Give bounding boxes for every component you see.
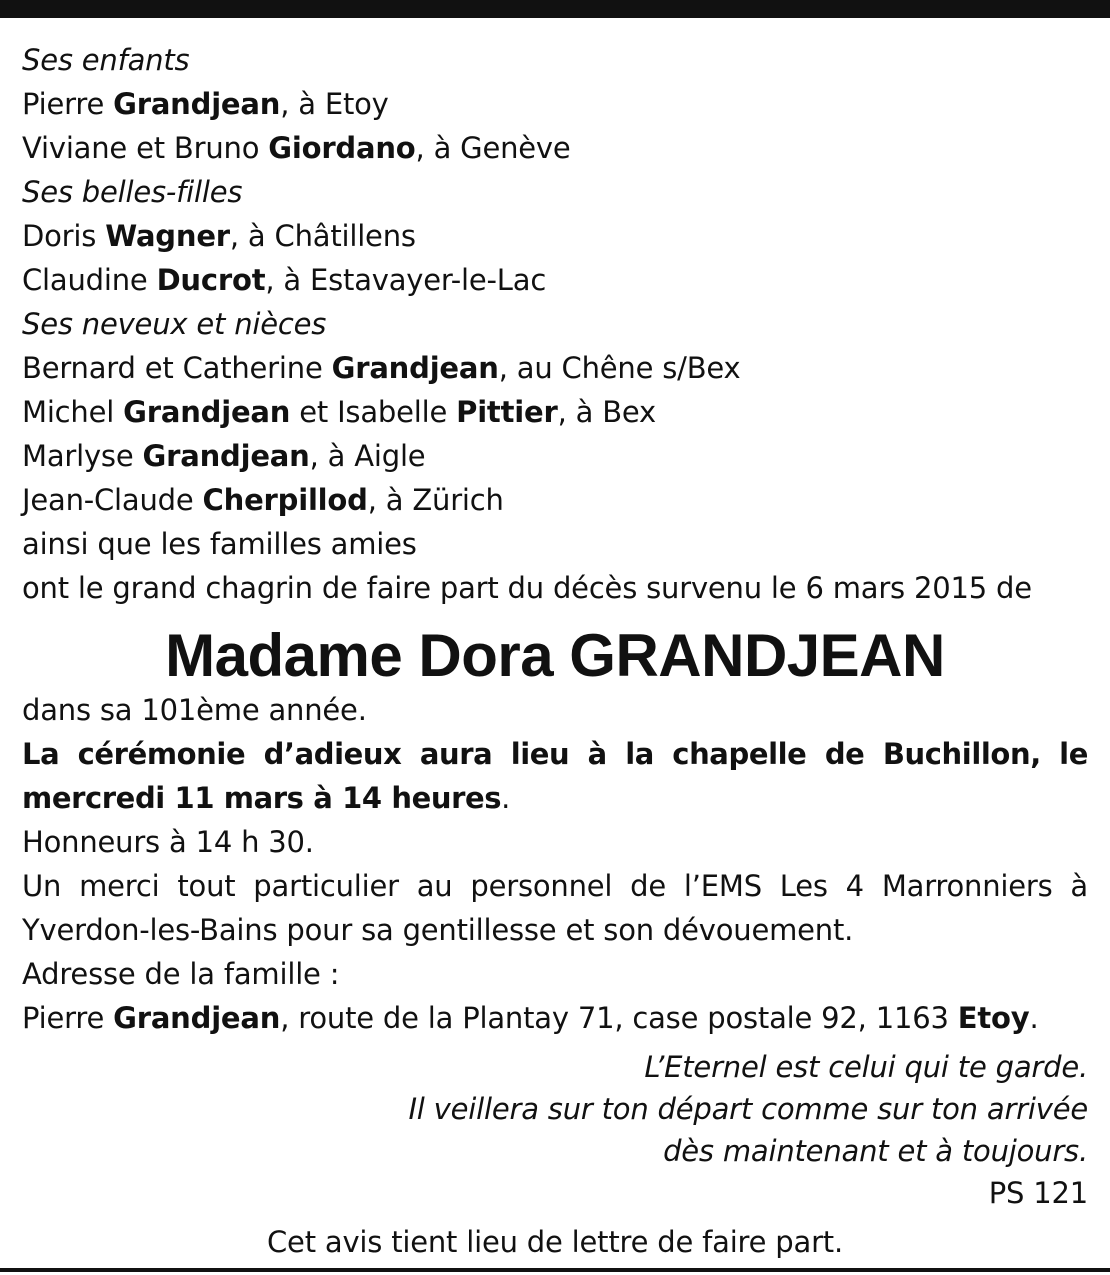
closing-line: Cet avis tient lieu de lettre de faire part. <box>267 1225 843 1259</box>
relative-surname: Giordano <box>268 131 416 165</box>
top-rule <box>0 0 1110 18</box>
relative-line <box>22 214 1088 258</box>
relative-surname: Pittier <box>456 395 558 429</box>
relative-surname: Grandjean <box>142 439 310 473</box>
address-line <box>22 996 1088 1040</box>
address-label: Adresse de la famille : <box>22 957 340 991</box>
relative-text: , à Zürich <box>367 483 504 517</box>
psalm-line-1: L’Eternel est celui qui te garde. <box>644 1050 1088 1084</box>
address-end: . <box>1029 1001 1039 1035</box>
deceased-name: Madame Dora GRANDJEAN <box>165 622 945 689</box>
relative-line <box>22 258 1088 302</box>
families-line: ainsi que les familles amies <box>22 527 417 561</box>
relative-text: , à Etoy <box>280 87 389 121</box>
relative-text: Viviane et Bruno <box>22 131 269 165</box>
relatives-heading: Ses neveux et nièces <box>22 307 327 341</box>
psalm-line-3: dès maintenant et à toujours. <box>663 1134 1088 1168</box>
relative-line <box>22 346 1088 390</box>
relative-surname: Grandjean <box>123 395 291 429</box>
announcement-line: ont le grand chagrin de faire part du décès survenu le 6 mars 2015 de <box>22 571 1032 605</box>
relatives-heading: Ses enfants <box>22 43 190 77</box>
address-first: Pierre <box>22 1001 114 1035</box>
relative-text: et Isabelle <box>290 395 457 429</box>
ceremony-end: . <box>501 781 510 815</box>
relatives-heading: Ses belles-filles <box>22 175 243 209</box>
relative-text: Michel <box>22 395 124 429</box>
ceremony-text: La cérémonie d’adieux aura lieu à la chapelle de Buchillon, le mercredi 11 mars à 14 heures <box>22 737 1088 815</box>
bottom-rule <box>0 1268 1110 1272</box>
age-line: dans sa 101ème année. <box>22 693 367 727</box>
relative-line <box>22 126 1088 170</box>
relative-text: , à Estavayer-le-Lac <box>265 263 547 297</box>
relative-text: , à Aigle <box>309 439 426 473</box>
obituary-notice <box>22 38 1088 1264</box>
relative-text: Pierre <box>22 87 114 121</box>
relative-line <box>22 82 1088 126</box>
relative-surname: Cherpillod <box>202 483 368 517</box>
relative-text: Bernard et Catherine <box>22 351 332 385</box>
relative-text: , à Genève <box>415 131 571 165</box>
relative-text: Claudine <box>22 263 157 297</box>
relative-text: , à Bex <box>557 395 656 429</box>
relative-surname: Grandjean <box>113 87 281 121</box>
relative-text: Doris <box>22 219 106 253</box>
psalm-quote <box>22 1046 1088 1214</box>
psalm-line-2: Il veillera sur ton départ comme sur ton arrivée <box>408 1092 1088 1126</box>
address-name: Grandjean <box>113 1001 281 1035</box>
relative-surname: Wagner <box>105 219 230 253</box>
ceremony-paragraph <box>22 732 1088 820</box>
relative-line <box>22 390 1088 434</box>
relatives-list <box>22 38 1088 522</box>
relative-text: , à Châtillens <box>229 219 416 253</box>
relative-line <box>22 478 1088 522</box>
address-street: , route de la Plantay 71, case postale 92, 1163 <box>280 1001 958 1035</box>
psalm-reference: PS 121 <box>988 1176 1088 1210</box>
address-city: Etoy <box>957 1001 1030 1035</box>
relative-line <box>22 434 1088 478</box>
relative-surname: Ducrot <box>156 263 266 297</box>
thanks-paragraph: Un merci tout particulier au personnel de l’EMS Les 4 Marronniers à Yverdon-les-Bains pour sa gentillesse et son dévouement. <box>22 869 1088 947</box>
honours-line: Honneurs à 14 h 30. <box>22 825 314 859</box>
relative-text: Jean-Claude <box>22 483 203 517</box>
relative-text: Marlyse <box>22 439 143 473</box>
relative-text: , au Chêne s/Bex <box>498 351 741 385</box>
relative-surname: Grandjean <box>331 351 499 385</box>
